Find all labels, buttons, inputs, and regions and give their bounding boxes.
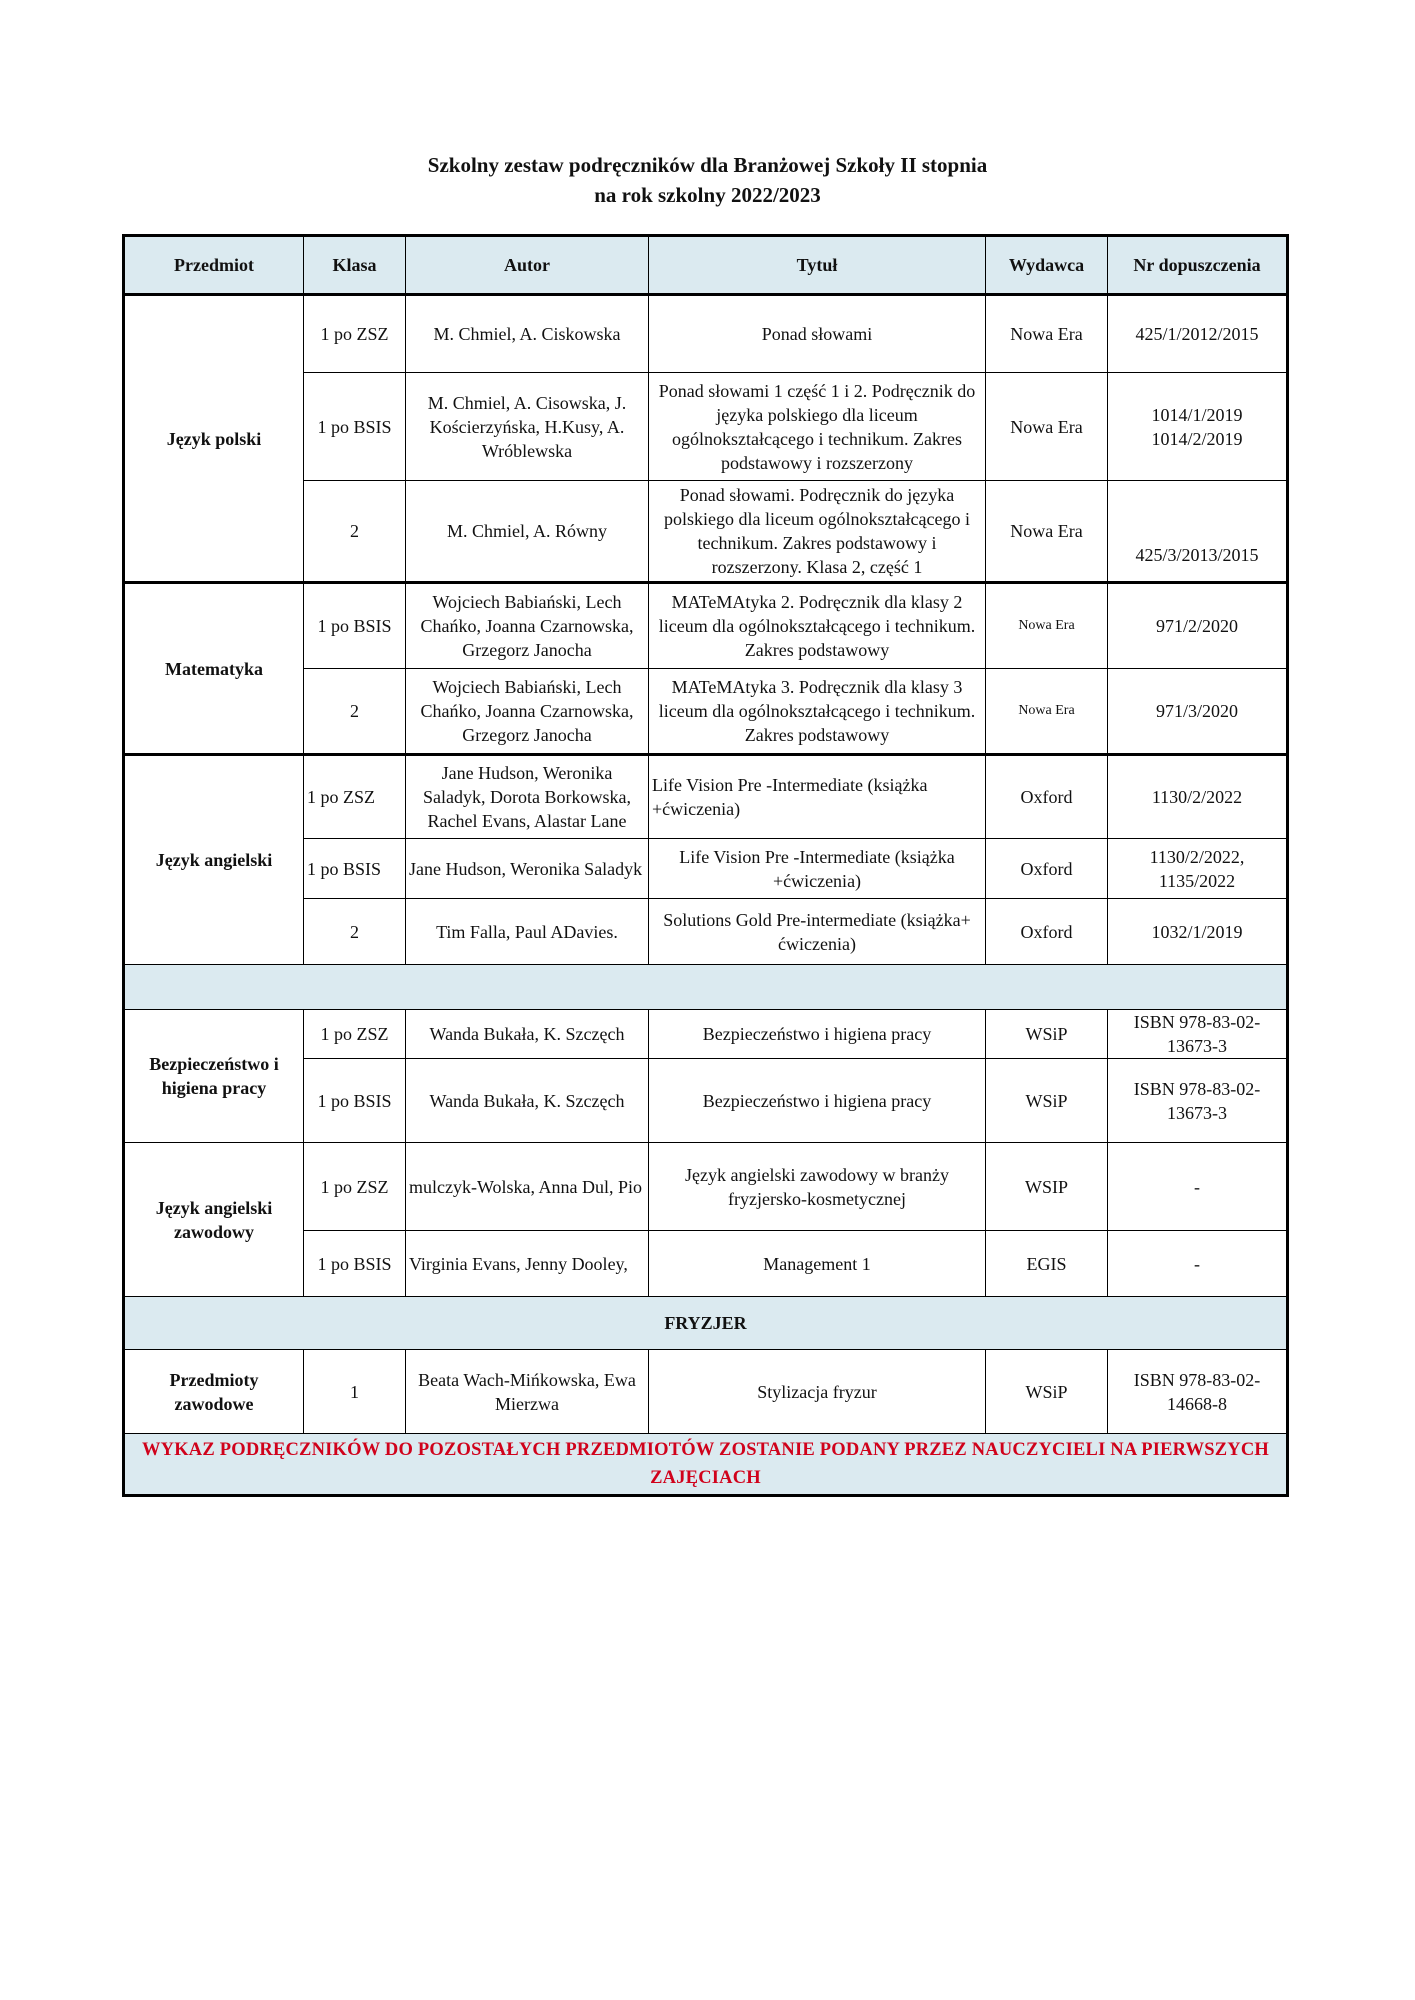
klasa-cell: 1 <box>304 1350 406 1434</box>
title-line-2: na rok szkolny 2022/2023 <box>594 183 821 207</box>
header-autor: Autor <box>406 236 649 295</box>
nr-cell: - <box>1108 1143 1288 1231</box>
header-tytul: Tytuł <box>649 236 986 295</box>
wydawca-cell: Oxford <box>986 899 1108 965</box>
tytul-cell: Język angielski zawodowy w branży fryzjersko-kosmetycznej <box>649 1143 986 1231</box>
wydawca-cell: EGIS <box>986 1231 1108 1297</box>
wydawca-cell: WSiP <box>986 1010 1108 1059</box>
table-row <box>124 755 1288 839</box>
subject-cell-matematyka: Matematyka <box>124 583 304 755</box>
tytul-cell: Ponad słowami. Podręcznik do języka polskiego dla liceum ogólnokształcącego i technikum. Zakres podstawowy i rozszerzony. Klasa 2, część 1 <box>649 481 986 583</box>
klasa-cell: 1 po BSIS <box>304 1059 406 1143</box>
wydawca-cell: WSIP <box>986 1143 1108 1231</box>
autor-cell: Beata Wach-Mińkowska, Ewa Mierzwa <box>406 1350 649 1434</box>
klasa-cell: 2 <box>304 669 406 755</box>
autor-cell: Wojciech Babiański, Lech Chańko, Joanna Czarnowska, Grzegorz Janocha <box>406 583 649 669</box>
klasa-cell: 1 po ZSZ <box>304 755 406 839</box>
tytul-cell: Life Vision Pre -Intermediate (książka +ćwiczenia) <box>649 755 986 839</box>
table-row <box>124 583 1288 669</box>
autor-cell: Wanda Bukała, K. Szczęch <box>406 1010 649 1059</box>
autor-cell: Virginia Evans, Jenny Dooley, <box>406 1231 649 1297</box>
klasa-cell: 1 po BSIS <box>304 839 406 899</box>
klasa-cell: 1 po ZSZ <box>304 295 406 373</box>
wydawca-cell: Nowa Era <box>986 481 1108 583</box>
klasa-cell: 1 po BSIS <box>304 373 406 481</box>
nr-line-1: 1014/1/2019 <box>1151 404 1243 425</box>
tytul-cell: Life Vision Pre -Intermediate (książka +ćwiczenia) <box>649 839 986 899</box>
title-line-1: Szkolny zestaw podręczników dla Branżowej Szkoły II stopnia <box>427 153 988 177</box>
nr-cell: ISBN 978-83-02-13673-3 <box>1108 1059 1288 1143</box>
nr-line-2: 1135/2022 <box>1158 870 1236 891</box>
tytul-cell: Bezpieczeństwo i higiena pracy <box>649 1059 986 1143</box>
nr-cell: 1032/1/2019 <box>1108 899 1288 965</box>
header-klasa: Klasa <box>304 236 406 295</box>
tytul-cell: Ponad słowami 1 część 1 i 2. Podręcznik do języka polskiego dla liceum ogólnokształcącego i technikum. Zakres podstawowy i rozszerzony <box>649 373 986 481</box>
table-row <box>124 1143 1288 1231</box>
autor-cell: mulczyk-Wolska, Anna Dul, Pio <box>406 1143 649 1231</box>
subject-cell-angielski: Język angielski <box>124 755 304 965</box>
subject-cell-bhp: Bezpieczeństwo i higiena pracy <box>124 1010 304 1143</box>
klasa-cell: 2 <box>304 899 406 965</box>
table-row <box>124 1434 1288 1496</box>
autor-cell: Wojciech Babiański, Lech Chańko, Joanna Czarnowska, Grzegorz Janocha <box>406 669 649 755</box>
wydawca-cell: WSiP <box>986 1350 1108 1434</box>
tytul-cell: Ponad słowami <box>649 295 986 373</box>
wydawca-cell: Nowa Era <box>986 373 1108 481</box>
table-row <box>124 1010 1288 1059</box>
header-wydawca: Wydawca <box>986 236 1108 295</box>
nr-line-2: 1014/2/2019 <box>1151 428 1243 449</box>
klasa-cell: 1 po BSIS <box>304 1231 406 1297</box>
autor-cell: Wanda Bukała, K. Szczęch <box>406 1059 649 1143</box>
nr-cell: ISBN 978-83-02-13673-3 <box>1108 1010 1288 1059</box>
nr-cell: 425/3/2013/2015 <box>1108 481 1288 583</box>
wydawca-cell: WSiP <box>986 1059 1108 1143</box>
spacer-row <box>124 965 1288 1010</box>
nr-cell: - <box>1108 1231 1288 1297</box>
wydawca-cell: Nowa Era <box>986 669 1108 755</box>
tytul-cell: Management 1 <box>649 1231 986 1297</box>
wydawca-cell: Nowa Era <box>986 295 1108 373</box>
tytul-cell: Solutions Gold Pre-intermediate (książka+ ćwiczenia) <box>649 899 986 965</box>
header-nr-dopuszczenia: Nr dopuszczenia <box>1108 236 1288 295</box>
wydawca-cell: Oxford <box>986 755 1108 839</box>
klasa-cell: 1 po ZSZ <box>304 1010 406 1059</box>
autor-cell: M. Chmiel, A. Równy <box>406 481 649 583</box>
page-title <box>0 150 1415 210</box>
footer-note: WYKAZ PODRĘCZNIKÓW DO POZOSTAŁYCH PRZEDMIOTÓW ZOSTANIE PODANY PRZEZ NAUCZYCIELI NA PIERWSZYCH ZAJĘCIACH <box>124 1434 1288 1496</box>
tytul-cell: Bezpieczeństwo i higiena pracy <box>649 1010 986 1059</box>
header-przedmiot: Przedmiot <box>124 236 304 295</box>
nr-cell <box>1108 373 1288 481</box>
subject-cell-ang-zaw: Język angielski zawodowy <box>124 1143 304 1297</box>
klasa-cell: 1 po BSIS <box>304 583 406 669</box>
autor-cell: M. Chmiel, A. Cisowska, J. Kościerzyńska, H.Kusy, A. Wróblewska <box>406 373 649 481</box>
nr-cell: 1130/2/2022 <box>1108 755 1288 839</box>
table-row <box>124 1350 1288 1434</box>
tytul-cell: MATeMAtyka 2. Podręcznik dla klasy 2 liceum dla ogólnokształcącego i technikum. Zakres podstawowy <box>649 583 986 669</box>
autor-cell: Jane Hudson, Weronika Saladyk, Dorota Borkowska, Rachel Evans, Alastar Lane <box>406 755 649 839</box>
klasa-cell: 1 po ZSZ <box>304 1143 406 1231</box>
klasa-cell: 2 <box>304 481 406 583</box>
table-row <box>124 1297 1288 1350</box>
table-header-row <box>124 236 1288 295</box>
wydawca-cell: Nowa Era <box>986 583 1108 669</box>
nr-cell: 971/3/2020 <box>1108 669 1288 755</box>
subject-cell-polski: Język polski <box>124 295 304 583</box>
nr-cell: 971/2/2020 <box>1108 583 1288 669</box>
subject-cell-zawodowe: Przedmioty zawodowe <box>124 1350 304 1434</box>
tytul-cell: Stylizacja fryzur <box>649 1350 986 1434</box>
nr-line-1: 1130/2/2022, <box>1149 846 1245 867</box>
autor-cell: Jane Hudson, Weronika Saladyk <box>406 839 649 899</box>
autor-cell: M. Chmiel, A. Ciskowska <box>406 295 649 373</box>
tytul-cell: MATeMAtyka 3. Podręcznik dla klasy 3 liceum dla ogólnokształcącego i technikum. Zakres podstawowy <box>649 669 986 755</box>
nr-cell: 425/1/2012/2015 <box>1108 295 1288 373</box>
wydawca-cell: Oxford <box>986 839 1108 899</box>
section-fryzjer: FRYZJER <box>124 1297 1288 1350</box>
textbook-table <box>122 234 1289 1497</box>
table-row <box>124 965 1288 1010</box>
nr-cell <box>1108 839 1288 899</box>
autor-cell: Tim Falla, Paul ADavies. <box>406 899 649 965</box>
table-row <box>124 295 1288 373</box>
nr-cell: ISBN 978-83-02-14668-8 <box>1108 1350 1288 1434</box>
